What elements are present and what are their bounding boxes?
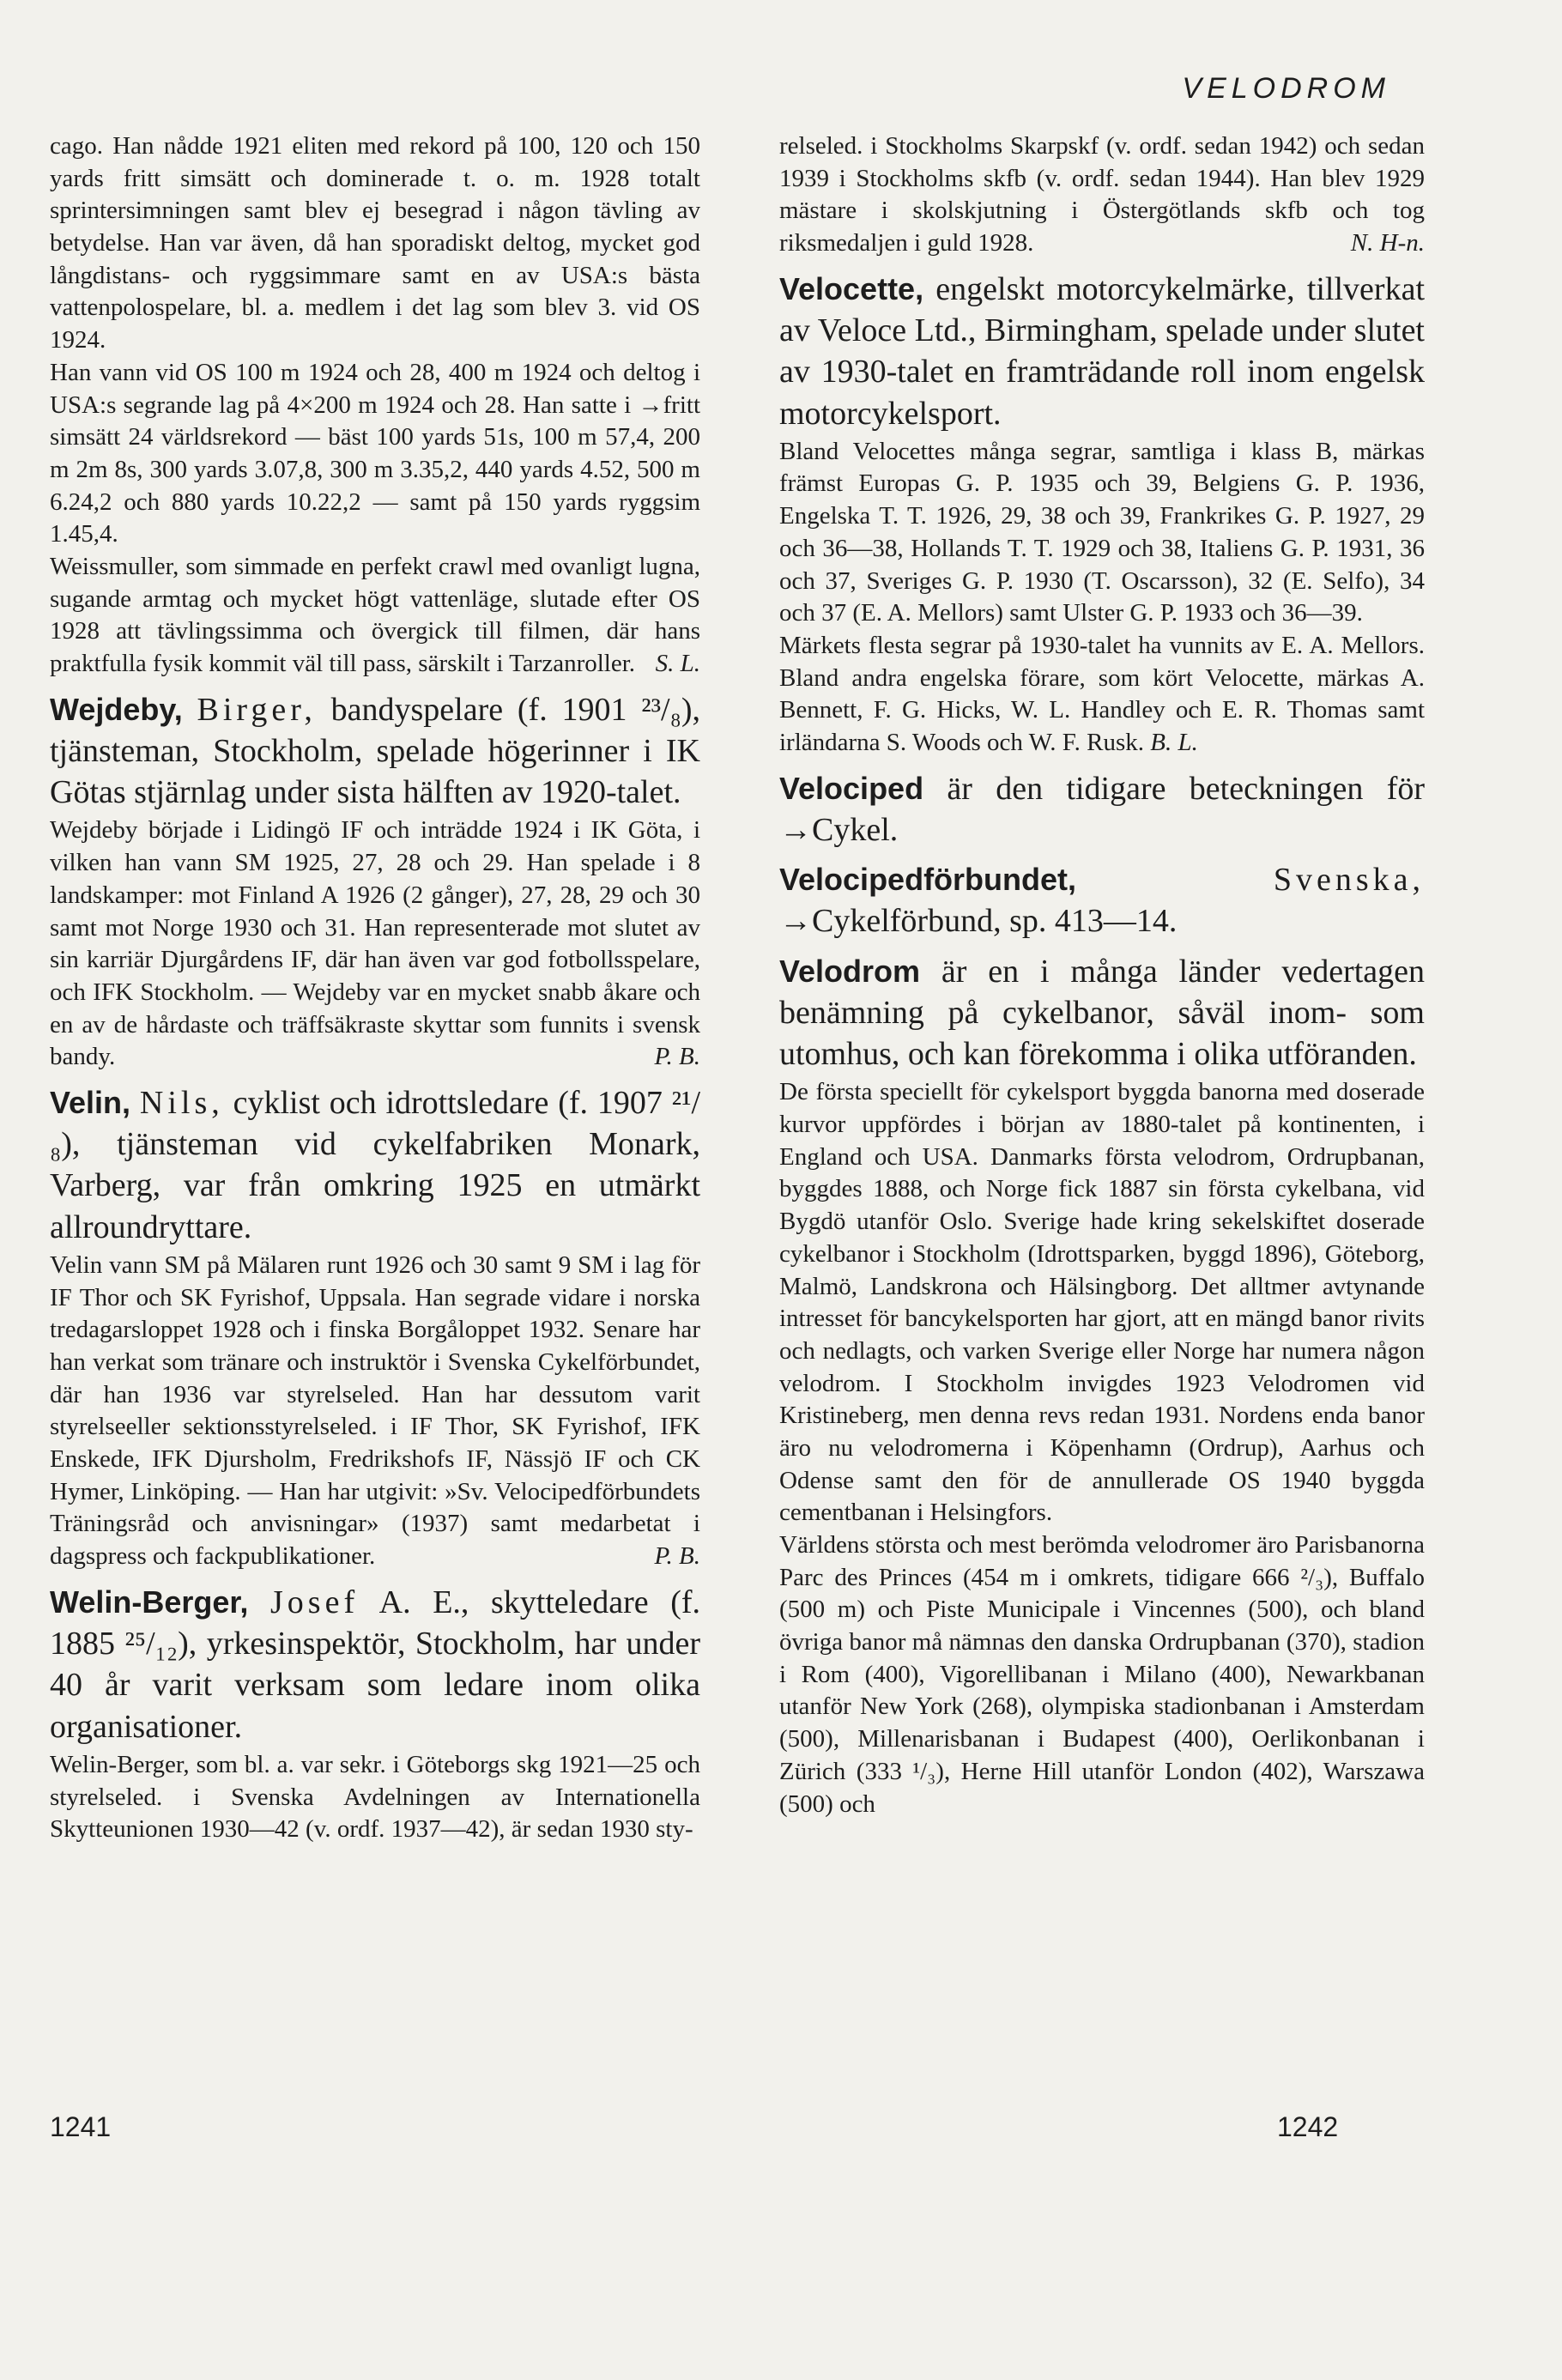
entry-summary: bandyspelare (f. 1901 ²³/₈), tjänsteman, Stockholm, spelade högerinner i IK Götas stjärnlag under sista hälften av 1920-talet. — [50, 691, 700, 811]
right-column — [779, 130, 1425, 1820]
page-number-left: 1241 — [50, 2111, 112, 2142]
entry-velodrom-heading — [779, 951, 1425, 1075]
entry-title: Velocette, — [779, 270, 924, 306]
entry-velociped-heading — [779, 768, 1425, 851]
entry-velin-body — [50, 1250, 700, 1573]
entry-welin-berger-body: Welin-Berger, som bl. a. var sekr. i Göteborgs skg 1921—25 och styrelseled. i Svenska Avdelningen av Internationella Skytteunionen 1930—42 (v. ordf. 1937—42), är sedan 1930 sty- — [50, 1750, 700, 1844]
entry-body-text: Märkets flesta segrar på 1930-talet ha vunnits av E. A. Mellors. Bland andra engelska förare, som kört Velocette, märkas A. Bennett, F. G. Hicks, W. L. Handley och E. R. Thomas samt irländarna S. Woods och W. F. Rusk. — [779, 631, 1425, 756]
running-title: VELODROM — [1182, 72, 1390, 105]
entry-velodrom-body-1: De första speciellt för cykelsport byggda banorna med doserade kurvor uppfördes i början av 1880-talet på kontinenten, i England och USA. Danmarks första velodrom, Ordrupbanan, byggdes 1888, och Norge fick 1887 sin första cykelbana, vid Bygdö utanför Oslo. Sverige hade kring sekelskiftet doserade cykelbanor i Stockholm (Idrottsparken, byggd 1896), Göteborg, Malmö, Landskrona och Hälsingborg. Det alltmer avtynande intresset för bancykelsporten har gjort, att en mängd banor rivits och nedlagts, och varken Sverige eller Norge har numera någon velodrom. I Stockholm invigdes 1923 Velodromen vid Kristineberg, men denna revs redan 1931. Nordens enda banor äro nu velodromerna i Köpenhamn (Ordrup), Aarhus och Odense samt den för de annullerade OS 1940 byggda cementbanan i Helsingfors. — [779, 1078, 1425, 1527]
entry-velocipedforbundet-heading — [779, 859, 1425, 942]
page-number-right: 1242 — [1277, 2111, 1339, 2142]
entry-summary: A. E., skytteledare (f. 1885 ²⁵/₁₂), yrkesinspektör, Stockholm, har under 40 år varit verksam som ledare inom olika organisationer. — [50, 1584, 701, 1745]
entry-welin-berger-heading — [50, 1582, 700, 1747]
weissmuller-paragraph-1: cago. Han nådde 1921 eliten med rekord på 100, 120 och 150 yards fritt simsätt och dominerade t. o. m. 1928 totalt sprintersimningen samt blev ej besegrad i någon tävling av betydelse. Han var även, då han sporadiskt deltog, mycket god långdistans- och ryggsimmare samt en av USA:s bästa vattenpolospelare, bl. a. medlem i det lag som blev 3. vid OS 1924. — [50, 132, 700, 354]
entry-wejdeby-heading — [50, 689, 700, 814]
welin-berger-continuation — [779, 130, 1425, 260]
entry-body-text: Velin vann SM på Mälaren runt 1926 och 30 samt 9 SM i lag för IF Thor och SK Fyrishof, Uppsala. Han segrade vidare i norska tredagarsloppet 1928 och i finska Borgåloppet 1932. Senare har han verkat som tränare och instruktör i Svenska Cykelförbundet, där han 1936 var styrelseled. Han har dessutom varit styrelseeller sektionsstyrelseled. i IF Thor, SK Fyrishof, IFK Enskede, IFK Djursholm, Fredrikshofs IF, Nässjö IF och CK Hymer, Linköping. — Han har utgivit: »Sv. Velocipedförbundets Träningsråd och anvisningar» (1937) samt medarbetat i dagspress och fackpublikationer. — [50, 1251, 700, 1571]
entry-summary: cyklist och idrottsledare (f. 1907 ²¹/₈), tjänsteman vid cykelfabriken Monark, Varberg, var från omkring 1925 en utmärkt allroundryttare. — [50, 1084, 701, 1245]
entry-summary: är den tidigare beteckningen för →Cykel. — [779, 770, 1426, 848]
entry-title: Velodrom — [779, 953, 921, 989]
entry-velocette-body-1: Bland Velocettes många segrar, samtliga i klass B, märkas främst Europas G. P. 1935 och 39, Belgiens G. P. 1936, Engelska T. T. 1926, 29, 38 och 39, Frankrikes G. P. 1927, 29 och 36—38, Hollands T. T. 1929 och 38, Italiens G. P. 1931, 36 och 37, Sveriges G. P. 1930 (T. Oscarsson), 32 (E. Selfo), 34 och 37 (E. A. Mellors) samt Ulster G. P. 1933 och 36—39. — [779, 437, 1425, 627]
entry-velodrom-body-2: Världens största och mest berömda velodromer äro Parisbanorna Parc des Princes (454 m i omkrets, tidigare 666 ²/₃), Buffalo (500 m) och Piste Municipale i Vincennes (500), och bland övriga banor må nämnas den danska Ordrupbanan (370), stadion i Rom (400), Vigorellibanan i Milano (400), Newarkbanan utanför New York (268), olympiska stadionbanan i Amsterdam (500), Millenarisbanan i Budapest (400), Oerlikonbanan i Zürich (333 ¹/₃), Herne Hill utanför London (402), Warszawa (500) och — [779, 1531, 1425, 1818]
continuation-text: relseled. i Stockholms Skarpskf (v. ordf. sedan 1942) och sedan 1939 i Stockholms skfb (v. ordf. sedan 1944). Han blev 1929 mästare i skolskjutning i Östergötlands skfb och tog riksmedaljen i guld 1928. — [779, 132, 1425, 257]
entry-velocette-heading — [779, 269, 1425, 434]
weissmuller-paragraph-2: Han vann vid OS 100 m 1924 och 28, 400 m 1924 och deltog i USA:s segrande lag på 4×200 m 1924 och 28. Han satte i →fritt simsätt 24 världsrekord — bäst 100 yards 51s, 100 m 57,4, 200 m 2m 8s, 300 yards 3.07,8, 300 m 3.35,2, 440 yards 4.52, 500 m 6.24,2 och 880 yards 10.22,2 — samt på 150 yards ryggsim 1.45,4. — [50, 358, 700, 548]
entry-body-text: Wejdeby började i Lidingö IF och inträdde 1924 i IK Göta, i vilken han vann SM 1925, 27, 28 och 29. Han spelade i 8 landskamper: mot Finland A 1926 (2 gånger), 27, 28, 29 och 30 samt mot Norge 1930 och 31. Han representerade mot slutet av sin karriär Djurgårdens IF, där han även var god fotbollsspelare, och IFK Stockholm. — Wejdeby var en mycket snabb åkare och en av de hårdaste och träffsäkraste skyttar som funnits i svensk bandy. — [50, 816, 700, 1071]
entry-velin-heading — [50, 1082, 700, 1248]
signature: P. B. — [654, 1542, 700, 1571]
entry-velocette-body-2 — [779, 630, 1425, 760]
entry-first-name: Josef — [270, 1584, 360, 1620]
entry-title: Welin-Berger, — [50, 1584, 249, 1620]
entry-title: Velocipedförbundet, — [779, 862, 1077, 898]
entry-title: Wejdeby, — [50, 691, 183, 727]
entry-first-name: Nils, — [139, 1084, 224, 1121]
weissmuller-text: Weissmuller, som simmade en perfekt crawl med ovanligt lugna, sugande armtag och mycket högt vattenläge, slutade efter OS 1928 att tävlingssimma och övergick till filmen, där hans praktfulla fysik kommit väl till pass, särskilt i Tarzanroller. — [50, 552, 700, 677]
entry-title: Velociped — [779, 770, 924, 806]
signature: P. B. — [654, 1043, 700, 1071]
entry-wejdeby-body — [50, 815, 700, 1074]
left-column — [50, 130, 700, 1846]
entry-first-name: Birger, — [197, 691, 317, 728]
entry-title: Velin, — [50, 1084, 131, 1120]
entry-summary: är en i många länder vedertagen benämning på cykelbanor, såväl inom- som utomhus, och kan förekomma i olika utföranden. — [779, 953, 1426, 1073]
entry-first-name: Svenska, — [1273, 862, 1425, 899]
entry-summary: →Cykelförbund, sp. 413—14. — [779, 903, 1178, 940]
signature: S. L. — [655, 650, 700, 677]
entry-summary: engelskt motorcykelmärke, tillverkat av Veloce Ltd., Birmingham, spelade under slutet av 1930-talet en framträdande roll inom engelsk motorcykelsport. — [779, 270, 1425, 432]
signature: N. H-n. — [1350, 229, 1425, 257]
signature: B. L. — [1150, 728, 1198, 756]
weissmuller-paragraph-3 — [50, 551, 700, 681]
